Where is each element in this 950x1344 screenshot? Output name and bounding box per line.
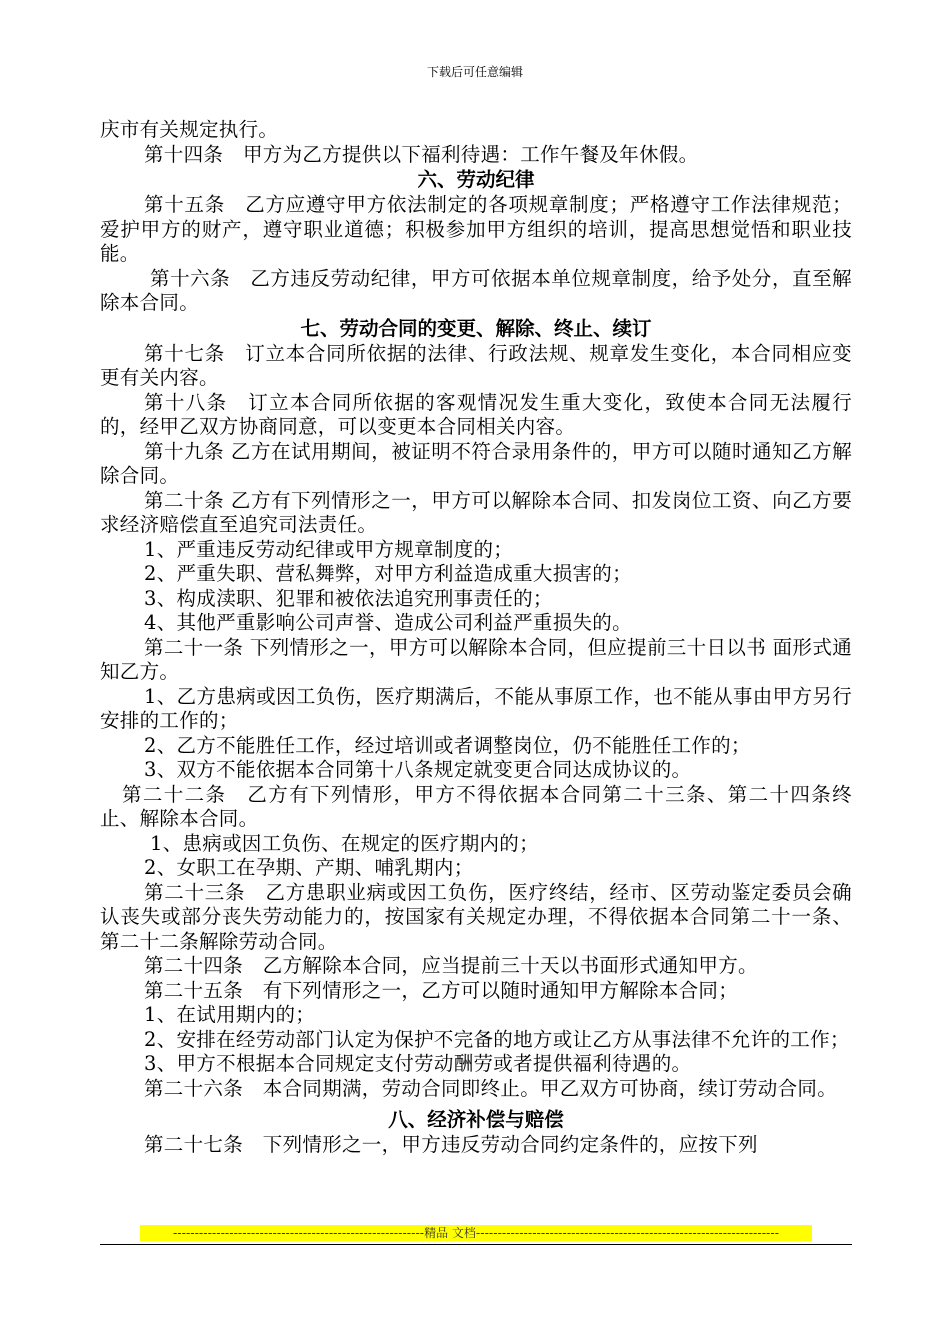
paragraph: 第十七条 订立本合同所依据的法律、行政法规、规章发生变化，本合同相应变更有关内容。 xyxy=(100,341,852,389)
paragraph: 第二十四条 乙方解除本合同，应当提前三十天以书面形式通知甲方。 xyxy=(144,954,758,977)
page-header: 下载后可任意编辑 xyxy=(426,65,523,79)
paragraph: 1、患病或因工负伤、在规定的医疗期内的； xyxy=(150,831,539,855)
paragraph: 2、安排在经劳动部门认定为保护不完备的地方或让乙方从事法律不允许的工作； xyxy=(144,1027,850,1051)
paragraph: 1、在试用期内的； xyxy=(144,1003,316,1026)
footer-divider xyxy=(100,1244,852,1245)
paragraph: 第二十七条 下列情形之一，甲方违反劳动合同约定条件的，应按下列 xyxy=(144,1133,758,1156)
section-heading: 七、劳动合同的变更、解除、终止、续订 xyxy=(300,316,652,340)
paragraph: 3、甲方不根据本合同规定支付劳动酬劳或者提供福利待遇的。 xyxy=(144,1052,692,1075)
paragraph: 3、双方不能依据本合同第十八条规定就变更合同达成协议的。 xyxy=(144,758,692,781)
paragraph: 庆市有关规定执行。 xyxy=(100,118,279,141)
paragraph: 1、严重违反劳动纪律或甲方规章制度的； xyxy=(144,537,514,561)
paragraph: 3、构成渎职、犯罪和被依法追究刑事责任的； xyxy=(144,586,553,610)
paragraph: 第十六条 乙方违反劳动纪律，甲方可依据本单位规章制度，给予处分，直至解除本合同。 xyxy=(100,266,852,314)
paragraph: 第二十五条 有下列情形之一，乙方可以随时通知甲方解除本合同； xyxy=(144,978,739,1002)
paragraph: 1、乙方患病或因工负伤，医疗期满后，不能从事原工作，也不能从事由甲方另行安排的工作的； xyxy=(100,684,852,732)
paragraph: 第十四条 甲方为乙方提供以下福利待遇：工作午餐及年休假。 xyxy=(144,142,699,166)
section-heading: 六、劳动纪律 xyxy=(417,168,535,191)
paragraph: 2、女职工在孕期、产期、哺乳期内； xyxy=(144,856,474,879)
paragraph: 第十五条 乙方应遵守甲方依法制定的各项规章制度；严格遵守工作法律规范；爱护甲方的财产，遵守职业道德；积极参加甲方组织的培训，提高思想觉悟和职业技能。 xyxy=(100,193,852,265)
document-body xyxy=(100,118,852,1158)
paragraph: 第二十条 乙方有下列情形之一，甲方可以解除本合同、扣发岗位工资、向乙方要求经济赔偿直至追究司法责任。 xyxy=(100,488,852,536)
paragraph: 2、乙方不能胜任工作，经过培训或者调整岗位，仍不能胜任工作的； xyxy=(144,733,751,757)
paragraph: 4、其他严重影响公司声誉、造成公司利益严重损失的。 xyxy=(144,611,632,634)
paragraph: 2、严重失职、营私舞弊，对甲方利益造成重大损害的； xyxy=(144,562,632,585)
paragraph: 第二十六条 本合同期满，劳动合同即终止。甲乙双方可协商，续订劳动合同。 xyxy=(144,1076,838,1100)
footer-banner: ----------------------------------------------------------精品 文档---------------------------------------------------------------------- xyxy=(140,1225,812,1241)
paragraph: 第二十一条 下列情形之一，甲方可以解除本合同，但应提前三十日以书 面形式通知乙方。 xyxy=(100,635,852,683)
section-heading: 八、经济补偿与赔偿 xyxy=(388,1108,564,1131)
paragraph: 第二十二条 乙方有下列情形，甲方不得依据本合同第二十三条、第二十四条终止、解除本合同。 xyxy=(100,782,852,830)
paragraph: 第十九条 乙方在试用期间，被证明不符合录用条件的，甲方可以随时通知乙方解除合同。 xyxy=(100,439,852,487)
paragraph: 第二十三条 乙方患职业病或因工负伤，医疗终结，经市、区劳动鉴定委员会确认丧失或部分丧失劳动能力的，按国家有关规定办理，不得依据本合同第二十一条、第二十二条解除劳动合同。 xyxy=(100,880,852,953)
paragraph: 第十八条 订立本合同所依据的客观情况发生重大变化，致使本合同无法履行的，经甲乙双方协商同意，可以变更本合同相关内容。 xyxy=(100,390,852,438)
